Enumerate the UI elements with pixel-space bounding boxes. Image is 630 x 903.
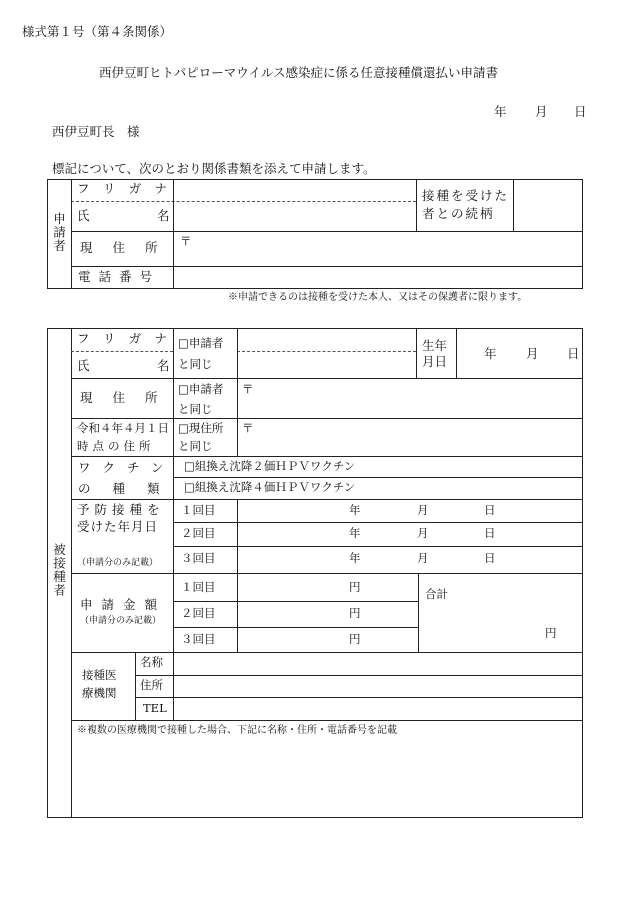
dose-1-label: １回目 [181, 503, 216, 517]
birth-year-label: 年 [484, 346, 497, 361]
date-month-label: 月 [535, 104, 548, 119]
clinic-tel-label: TEL [143, 701, 167, 715]
dose-2-year: 年 [349, 526, 361, 540]
r4-same-checkbox[interactable]: □現住所 [178, 421, 224, 435]
applicant-address-field[interactable] [175, 233, 581, 265]
relation-label-2: 者との続柄 [422, 206, 495, 221]
applicant-furigana-field[interactable] [175, 181, 415, 200]
amount-dose-1-label: １回目 [181, 580, 216, 594]
recipient-name-label-1: 氏 [77, 358, 90, 373]
dose-1-year: 年 [349, 503, 361, 517]
addr-same-checkbox[interactable]: □申請者 [178, 382, 224, 396]
r4-same-label: と同じ [178, 439, 213, 453]
applicant-postal-mark: 〒 [180, 234, 192, 248]
dose-1-day: 日 [484, 503, 496, 517]
amount-dose-1-yen: 円 [349, 580, 361, 594]
relation-label-1: 接種を受けた [422, 188, 510, 203]
clinic-label-1: 接種医 [82, 668, 117, 682]
birth-month-label: 月 [526, 346, 539, 361]
same-as-applicant-checkbox[interactable]: □申請者 [178, 336, 224, 350]
recipient-section-label: 被接種者 [51, 543, 67, 597]
applicant-furigana-label: フ リ ガ ナ [77, 181, 167, 196]
addressee: 西伊豆町長 様 [52, 124, 140, 139]
addr-same-label: と同じ [178, 402, 213, 416]
amount-dose-3-yen: 円 [349, 632, 361, 646]
total-yen: 円 [545, 626, 557, 640]
clinic-tel-field[interactable] [175, 699, 581, 719]
amount-dose-2-label: ２回目 [181, 606, 216, 620]
vaccine-option-bivalent[interactable]: □組換え沈降２価ＨＰＶワクチン [184, 459, 356, 473]
dose-2-label: ２回目 [181, 526, 216, 540]
clinic-address-label: 住所 [140, 678, 163, 692]
dose-3-year: 年 [349, 551, 361, 565]
r4-address-label-1: 令和４年４月１日 [77, 421, 169, 435]
clinic-name-label: 名称 [140, 655, 163, 669]
recipient-name-label-2: 名 [157, 358, 170, 373]
clinic-address-field[interactable] [175, 677, 581, 696]
date-day-label: 日 [574, 104, 587, 119]
clinic-label-2: 療機関 [82, 686, 117, 700]
applicant-section-label: 申請者 [51, 212, 67, 253]
r4-address-label-2: 時点の住所 [77, 439, 155, 453]
amount-dose-2-yen: 円 [349, 606, 361, 620]
form-title: 西伊豆町ヒトパピローマウイルス感染症に係る任意接種償還払い申請書 [99, 65, 499, 80]
dose-1-month: 月 [417, 503, 429, 517]
form-number: 様式第１号（第４条関係） [22, 24, 173, 39]
date-year-label: 年 [494, 104, 507, 119]
vacc-date-note: （申請分のみ記載） [77, 558, 159, 568]
dose-3-label: ３回目 [181, 551, 216, 565]
r4-postal-mark: 〒 [242, 421, 254, 435]
r4-address-field[interactable] [239, 420, 581, 455]
applicant-name-field[interactable] [175, 203, 415, 230]
vaccine-label-1: ワクチン [78, 460, 176, 475]
applicant-phone-label: 電話番号 [78, 269, 161, 284]
multi-clinic-note: ※複数の医療機関で接種した場合、下記に名称・住所・電話番号を記載 [77, 725, 397, 736]
recipient-name-field[interactable] [239, 330, 415, 377]
amount-note: （申請分のみ記載） [80, 616, 162, 626]
vacc-date-label-1: 予防接種を [77, 502, 165, 517]
applicant-address-label: 現住所 [80, 240, 178, 255]
intro-text: 標記について、次のとおり関係書類を添えて申請します。 [52, 161, 376, 176]
vaccine-option-quadrivalent[interactable]: □組換え沈降４価ＨＰＶワクチン [184, 480, 356, 494]
amount-dose-3-label: ３回目 [181, 632, 216, 646]
birth-day-label: 日 [567, 346, 580, 361]
vacc-date-label-2: 受けた年月日 [77, 519, 159, 534]
applicant-note: ※申請できるのは接種を受けた本人、又はその保護者に限ります。 [228, 292, 528, 303]
dose-2-month: 月 [417, 526, 429, 540]
recipient-postal-mark: 〒 [242, 382, 254, 396]
applicant-name-label-1: 氏 [77, 208, 90, 223]
birth-label-1: 生年 [422, 338, 448, 353]
dose-2-day: 日 [484, 526, 496, 540]
total-label: 合計 [425, 587, 448, 601]
dose-3-day: 日 [484, 551, 496, 565]
same-as-applicant-label: と同じ [178, 357, 213, 371]
vaccine-label-2: の種類 [78, 481, 182, 496]
applicant-name-label-2: 名 [157, 208, 170, 223]
recipient-address-label: 現住所 [80, 390, 178, 405]
amount-label: 申請金額 [80, 597, 167, 612]
recipient-address-field[interactable] [239, 380, 581, 417]
dose-3-month: 月 [417, 551, 429, 565]
recipient-furigana-label: フ リ ガ ナ [77, 331, 167, 346]
multi-clinic-field[interactable] [73, 742, 581, 816]
applicant-phone-field[interactable] [175, 268, 581, 287]
birth-label-2: 月日 [422, 354, 448, 369]
clinic-name-field[interactable] [175, 654, 581, 674]
relation-field[interactable] [515, 181, 581, 230]
